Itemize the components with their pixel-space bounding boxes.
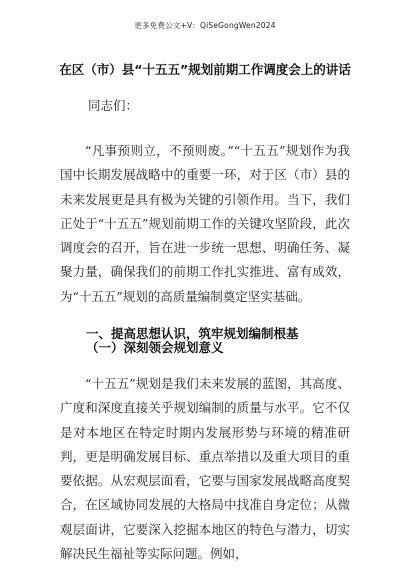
paragraph-body: “十五五”规划是我们未来发展的蓝图，其高度、广度和深度直接关乎规划编制的质量与水平。它不仅是对本地区在特定时期内发展形势与环境的精准研判，更是明确发展目标、重点举措以及重大项目的重要依据。从宏观层面看，它要与国家发展战略高度契合，在区域协同发展的大格局中找准自身定位；从微观层面讲，它要深入挖掘本地区的特色与潜力，切实解决民生福祉等实际问题。例如， bbox=[60, 376, 350, 562]
salutation: 同志们： bbox=[88, 98, 139, 113]
document-title: 在区（市）县“十五五”规划前期工作调度会上的讲话 bbox=[59, 62, 351, 77]
header-note: 更多免费公文+V：QiSeGongWen2024 bbox=[134, 21, 276, 30]
subsection-heading-1: （一）深刻领会规划意义 bbox=[86, 340, 224, 355]
paragraph-intro: “凡事预则立，不预则废。”“十五五”规划作为我国中长期发展战略中的重要一环，对于区（市）县的未来发展更是具有极为关键的引领作用。当下，我们正处于“十五五”规划前期工作的关键攻坚阶段，此次调度会的召开，旨在进一步统一思想、明确任务、凝聚力量，确保我们的前期工作扎实推进、富有成效，为“十五五”规划的高质量编制奠定坚实基础。 bbox=[60, 143, 350, 304]
section-heading-1: 一、提高思想认识，筑牢规划编制根基 bbox=[86, 326, 299, 341]
